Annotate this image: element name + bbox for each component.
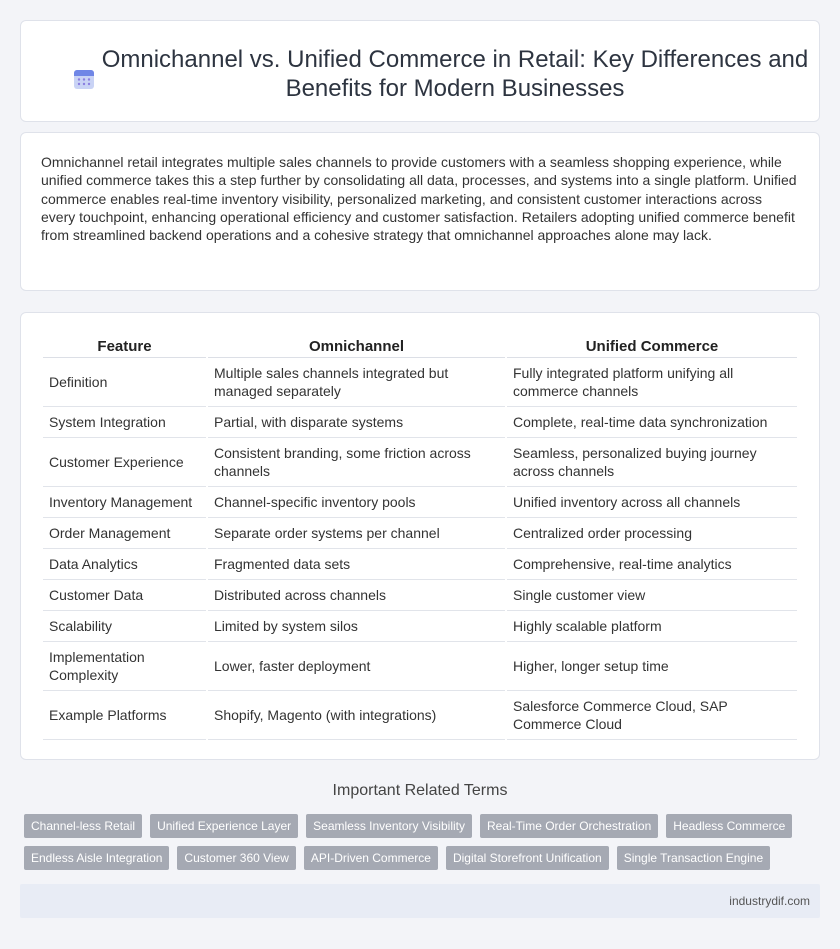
table-row <box>43 487 797 518</box>
tag-seamless-inventory-visibility[interactable]: Seamless Inventory Visibility <box>306 814 472 838</box>
tag-real-time-order-orchestration[interactable]: Real-Time Order Orchestration <box>480 814 658 838</box>
omnichannel-cell: Distributed across channels <box>208 580 505 611</box>
table-row <box>43 438 797 487</box>
unified-cell: Comprehensive, real-time analytics <box>507 549 797 580</box>
feature-cell: Customer Data <box>43 580 206 611</box>
omnichannel-cell: Lower, faster deployment <box>208 642 505 691</box>
feature-cell: Inventory Management <box>43 487 206 518</box>
footer <box>20 884 820 918</box>
feature-cell: Data Analytics <box>43 549 206 580</box>
feature-cell: Scalability <box>43 611 206 642</box>
header-feature: Feature <box>43 333 206 358</box>
table-row <box>43 580 797 611</box>
table-row <box>43 518 797 549</box>
tag-row <box>24 846 824 870</box>
header-omnichannel: Omnichannel <box>208 333 505 358</box>
table-row <box>43 642 797 691</box>
feature-cell: Customer Experience <box>43 438 206 487</box>
tag-digital-storefront-unification[interactable]: Digital Storefront Unification <box>446 846 609 870</box>
unified-cell: Highly scalable platform <box>507 611 797 642</box>
tag-headless-commerce[interactable]: Headless Commerce <box>666 814 792 838</box>
unified-cell: Complete, real-time data synchronization <box>507 407 797 438</box>
related-terms-tags <box>24 814 824 878</box>
intro-paragraph: Omnichannel retail integrates multiple sales channels to provide customers with a seamless shopping experience, while unified commerce takes this a step further by consolidating all data, processes, and systems into a single platform. Unified commerce enables real-time inventory visibility, personalized marketing, and consistent customer interactions across every touchpoint, enhancing operational efficiency and customer satisfaction. Retailers adopting unified commerce benefit from streamlined backend operations and a cohesive strategy that omnichannel approaches alone may lack. <box>41 154 797 244</box>
unified-cell: Seamless, personalized buying journey across channels <box>507 438 797 487</box>
unified-cell: Single customer view <box>507 580 797 611</box>
page-title-line-2: Benefits for Modern Businesses <box>285 75 625 102</box>
table-header-row <box>43 333 797 358</box>
title-card <box>20 20 820 122</box>
comparison-card <box>20 312 820 760</box>
omnichannel-cell: Multiple sales channels integrated but managed separately <box>208 358 505 407</box>
feature-cell: Example Platforms <box>43 691 206 740</box>
related-terms-title: Important Related Terms <box>332 782 508 799</box>
tag-single-transaction-engine[interactable]: Single Transaction Engine <box>617 846 770 870</box>
table-row <box>43 358 797 407</box>
tag-endless-aisle-integration[interactable]: Endless Aisle Integration <box>24 846 169 870</box>
footer-site-link[interactable]: industrydif.com <box>729 894 810 908</box>
table-row <box>43 549 797 580</box>
feature-cell: Implementation Complexity <box>43 642 206 691</box>
tag-unified-experience-layer[interactable]: Unified Experience Layer <box>150 814 298 838</box>
unified-cell: Unified inventory across all channels <box>507 487 797 518</box>
header-unified-commerce: Unified Commerce <box>507 333 797 358</box>
feature-cell: System Integration <box>43 407 206 438</box>
page-title <box>91 45 819 103</box>
omnichannel-cell: Fragmented data sets <box>208 549 505 580</box>
omnichannel-cell: Partial, with disparate systems <box>208 407 505 438</box>
unified-cell: Salesforce Commerce Cloud, SAP Commerce Cloud <box>507 691 797 740</box>
omnichannel-cell: Separate order systems per channel <box>208 518 505 549</box>
table-row <box>43 611 797 642</box>
unified-cell: Centralized order processing <box>507 518 797 549</box>
omnichannel-cell: Shopify, Magento (with integrations) <box>208 691 505 740</box>
tag-channel-less-retail[interactable]: Channel-less Retail <box>24 814 142 838</box>
table-row <box>43 407 797 438</box>
feature-cell: Order Management <box>43 518 206 549</box>
comparison-table <box>41 333 799 740</box>
table-row <box>43 691 797 740</box>
unified-cell: Fully integrated platform unifying all commerce channels <box>507 358 797 407</box>
unified-cell: Higher, longer setup time <box>507 642 797 691</box>
omnichannel-cell: Consistent branding, some friction across channels <box>208 438 505 487</box>
tag-row <box>24 814 824 838</box>
page-title-line-1: Omnichannel vs. Unified Commerce in Retail: Key Differences and <box>101 46 809 73</box>
tag-customer-360-view[interactable]: Customer 360 View <box>177 846 296 870</box>
tag-api-driven-commerce[interactable]: API-Driven Commerce <box>304 846 438 870</box>
feature-cell: Definition <box>43 358 206 407</box>
intro-card <box>20 132 820 291</box>
omnichannel-cell: Limited by system silos <box>208 611 505 642</box>
omnichannel-cell: Channel-specific inventory pools <box>208 487 505 518</box>
